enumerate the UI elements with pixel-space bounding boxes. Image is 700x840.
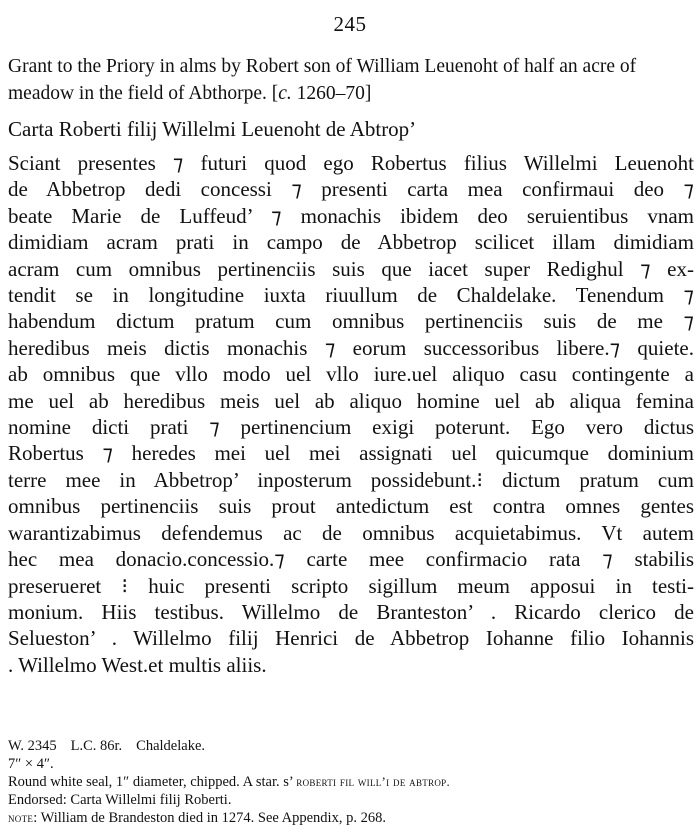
summary-text: Grant to the Priory in alms by Robert son of William Leuenoht of half an acre of meadow in the field of Abthorpe. [ [8,56,637,104]
charter-line: . Willelmo West.et multis aliis. [8,652,267,677]
charter-line: beate Marie de Luffeud’ ⁊ monachis ibidem deo seruientibus vnam [8,203,694,228]
charter-line: nomine dicti prati ⁊ pertinencium exigi poterunt. Ego vero dictus [8,415,694,440]
charter-line: habendum dictum pratum cum omnibus pertinenciis suis de me ⁊ [8,309,694,334]
reference-folio: L.C. 86r. [70,738,123,754]
note-line [8,809,694,828]
page-number: 245 [333,12,367,36]
charter-line: de Abbetrop dedi concessi ⁊ presenti carta mea confirmaui deo ⁊ [8,177,694,202]
seal-legend: roberti fil will’i de abtrop. [296,774,451,789]
charter-line: warantizabimus defendemus ac de omnibus acquietabimus. Vt autem [8,520,694,545]
charter-line: tendit se in longitudine iuxta riuullum de Chaldelake. Tenendum ⁊ [8,283,694,308]
document-summary [8,53,694,107]
charter-line: me uel ab heredibus meis uel ab aliquo homine uel ab aliqua femina [8,388,694,413]
summary-date-prefix: c. [278,83,292,104]
charter-line: hec mea donacio.concessio.⁊ carte mee confirmacio rata ⁊ stabilis [8,547,694,572]
note-text: : William de Brandeston died in 1274. See Appendix, p. 268. [33,810,386,826]
endorsement-line: Endorsed: Carta Willelmi filij Roberti. [8,791,232,808]
charter-body [8,150,694,678]
charter-line: omnibus pertinenciis suis prout antedictum est contra omnes gentes [8,494,694,519]
charter-line: terre mee in Abbetrop’ inposterum possidebunt.⁝ dictum pratum cum [8,467,694,492]
reference-line [8,738,694,756]
charter-line: acram cum omnibus pertinenciis suis que iacet super Redighul ⁊ ex- [8,256,694,281]
dimensions-line: 7″ × 4″. [8,755,54,772]
charter-line: ab omnibus que vllo modo uel vllo iure.uel aliquo casu contingente a [8,362,694,387]
charter-line: Sciant presentes ⁊ futuri quod ego Robertus filius Willelmi Leuenoht [8,151,694,175]
charter-line: heredibus meis dictis monachis ⁊ eorum successoribus libere.⁊ quiete. [8,335,694,360]
seal-line [8,773,694,792]
reference-place: Chaldelake. [136,738,206,754]
charter-line: Robertus ⁊ heredes mei uel mei assignati uel quicumque dominium [8,441,694,466]
summary-date-range: 1260–70] [291,83,372,104]
reference-number: W. 2345 [8,738,57,754]
charter-line: Selueston’ . Willelmo filij Henrici de Abbetrop Iohanne filio Iohannis [8,626,694,651]
charter-line: monium. Hiis testibus. Willelmo de Branteston’ . Ricardo clerico de [8,599,694,624]
editorial-notes [8,738,694,828]
charter-line: preserueret ⁝ huic presenti scripto sigillum meum apposui in testi- [8,573,694,598]
note-label: note [8,810,34,825]
seal-description: Round white seal, 1″ diameter, chipped. A star. s’ [8,774,293,790]
charter-heading: Carta Roberti filij Willelmi Leuenoht de Abtrop’ [8,117,417,141]
charter-line: dimidiam acram prati in campo de Abbetrop scilicet illam dimidiam [8,230,694,255]
